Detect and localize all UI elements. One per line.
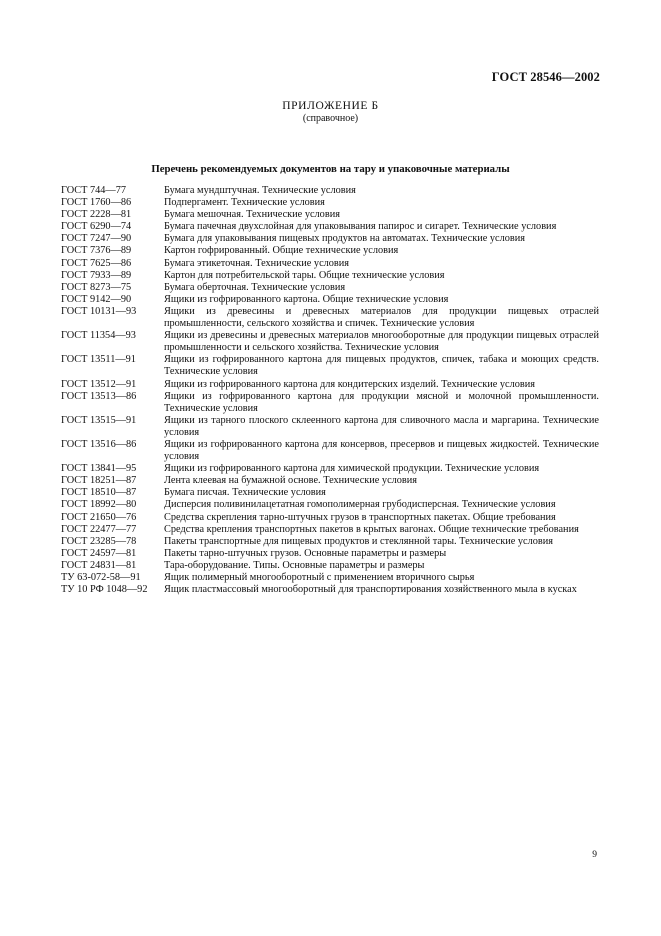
document-title: Картон для потребительской тары. Общие технические условия	[164, 269, 445, 281]
list-item	[61, 560, 599, 572]
document-title: Ящики из гофрированного картона. Общие технические условия	[164, 293, 449, 305]
document-code: ГОСТ 18510—87	[61, 487, 137, 499]
document-title: Дисперсия поливинилацетатная гомополимерная грубодисперсная. Технические условия	[164, 499, 556, 511]
document-code: ТУ 10 РФ 1048—92	[61, 584, 148, 596]
document-code: ГОСТ 11354—93	[61, 330, 136, 342]
document-title: Средства крепления транспортных пакетов в крытых вагонах. Общие технические требования	[164, 523, 579, 535]
list-item	[61, 379, 599, 391]
list-item	[61, 270, 599, 282]
document-list	[61, 185, 599, 596]
list-item	[61, 209, 599, 221]
document-code: ГОСТ 18992—80	[61, 499, 137, 511]
document-code: ГОСТ 1760—86	[61, 197, 132, 209]
document-code: ГОСТ 23285—78	[61, 535, 137, 547]
document-title: Бумага для упаковывания пищевых продуктов на автоматах. Технические условия	[164, 233, 525, 245]
document-code: ГОСТ 7625—86	[61, 257, 132, 269]
document-title: Бумага мундштучная. Технические условия	[164, 185, 356, 196]
list-item	[61, 524, 599, 536]
document-title: Ящики из гофрированного картона для продукции мясной и молочной промышленности. Технические условия	[164, 390, 599, 414]
document-title: Картон гофрированный. Общие технические условия	[164, 245, 399, 257]
document-code: ГОСТ 744—77	[61, 185, 127, 196]
document-code: ГОСТ 8273—75	[61, 281, 132, 293]
document-title: Ящики из гофрированного картона для химической продукции. Технические условия	[164, 463, 540, 475]
document-code: ГОСТ 13511—91	[61, 354, 136, 366]
document-code: ГОСТ 21650—76	[61, 511, 137, 523]
list-item	[61, 282, 599, 294]
document-title: Ящики из гофрированного картона для консервов, пресервов и пищевых жидкостей. Технические условия	[164, 438, 599, 463]
document-code: ГОСТ 10131—93	[61, 305, 137, 317]
document-header-standard-id: ГОСТ 28546—2002	[491, 70, 600, 84]
list-item	[61, 354, 599, 378]
list-item	[61, 245, 599, 257]
appendix-subtitle: (справочное)	[302, 113, 359, 124]
document-code: ГОСТ 24831—81	[61, 559, 137, 571]
list-item	[61, 185, 599, 197]
document-code: ГОСТ 9142—90	[61, 293, 132, 305]
document-title: Бумага этикеточная. Технические условия	[164, 257, 350, 269]
document-title: Ящики из тарного плоского склеенного картона для сливочного масла и маргарина. Технические условия	[164, 414, 599, 438]
list-item	[61, 475, 599, 487]
list-item	[61, 463, 599, 475]
list-item	[61, 294, 599, 306]
list-item	[61, 258, 599, 270]
list-item	[61, 330, 599, 354]
list-item	[61, 233, 599, 245]
document-title: Ящики из гофрированного картона для кондитерских изделий. Технические условия	[164, 378, 535, 390]
document-title: Ящики из древесины и древесных материалов для продукции пищевых отраслей промышленности, сельского хозяйства и спичек. Технические условия	[164, 305, 599, 330]
page-number: 9	[592, 850, 597, 860]
document-title: Ящики из гофрированного картона для пищевых продуктов, спичек, табака и моющих средств. Технические условия	[164, 354, 599, 378]
document-code: ГОСТ 7247—90	[61, 233, 132, 245]
document-code: ГОСТ 18251—87	[61, 475, 137, 487]
list-item	[61, 536, 599, 548]
document-title: Бумага писчая. Технические условия	[164, 487, 326, 499]
document-title: Пакеты транспортные для пищевых продуктов и стеклянной тары. Технические условия	[164, 535, 554, 547]
document-code: ГОСТ 6290—74	[61, 221, 132, 233]
list-item	[61, 512, 599, 524]
document-title: Бумага оберточная. Технические условия	[164, 281, 346, 293]
document-code: ГОСТ 7376—89	[61, 245, 132, 257]
list-item	[61, 584, 599, 596]
document-title: Ящик полимерный многооборотный с применением вторичного сырья	[164, 572, 475, 583]
document-code: ГОСТ 13516—86	[61, 438, 137, 450]
appendix-heading	[0, 100, 661, 125]
list-item	[61, 415, 599, 439]
list-item	[61, 221, 599, 233]
list-item	[61, 391, 599, 415]
document-title: Лента клеевая на бумажной основе. Технические условия	[164, 475, 418, 487]
list-item	[61, 487, 599, 499]
document-title: Тара-оборудование. Типы. Основные параметры и размеры	[164, 559, 425, 571]
document-code: ГОСТ 13841—95	[61, 463, 137, 475]
list-item	[61, 439, 599, 463]
document-code: ТУ 63-072-58—91	[61, 572, 141, 583]
section-title: Перечень рекомендуемых документов на тару и упаковочные материалы	[151, 163, 510, 175]
list-item	[61, 197, 599, 209]
document-title: Ящики из древесины и древесных материалов многооборотные для продукции пищевых отраслей промышленности и сельского хозяйства. Технические условия	[164, 330, 599, 354]
document-title: Бумага мешочная. Технические условия	[164, 209, 340, 221]
document-code: ГОСТ 13515—91	[61, 414, 137, 426]
document-title: Ящик пластмассовый многооборотный для транспортирования хозяйственного мыла в кусках	[164, 584, 577, 596]
list-item	[61, 306, 599, 330]
document-code: ГОСТ 13512—91	[61, 378, 137, 390]
document-title: Пакеты тарно-штучных грузов. Основные параметры и размеры	[164, 547, 447, 559]
list-item	[61, 548, 599, 560]
appendix-title: ПРИЛОЖЕНИЕ Б	[282, 100, 379, 112]
document-code: ГОСТ 13513—86	[61, 390, 137, 402]
document-code: ГОСТ 7933—89	[61, 269, 132, 281]
list-item	[61, 499, 599, 511]
document-title: Бумага пачечная двухслойная для упаковывания папирос и сигарет. Технические условия	[164, 221, 557, 233]
document-code: ГОСТ 2228—81	[61, 209, 132, 221]
list-item	[61, 572, 599, 584]
document-code: ГОСТ 22477—77	[61, 523, 137, 535]
document-title: Подпергамент. Технические условия	[164, 197, 325, 209]
document-code: ГОСТ 24597—81	[61, 547, 137, 559]
document-title: Средства скрепления тарно-штучных грузов в транспортных пакетах. Общие требования	[164, 511, 556, 523]
